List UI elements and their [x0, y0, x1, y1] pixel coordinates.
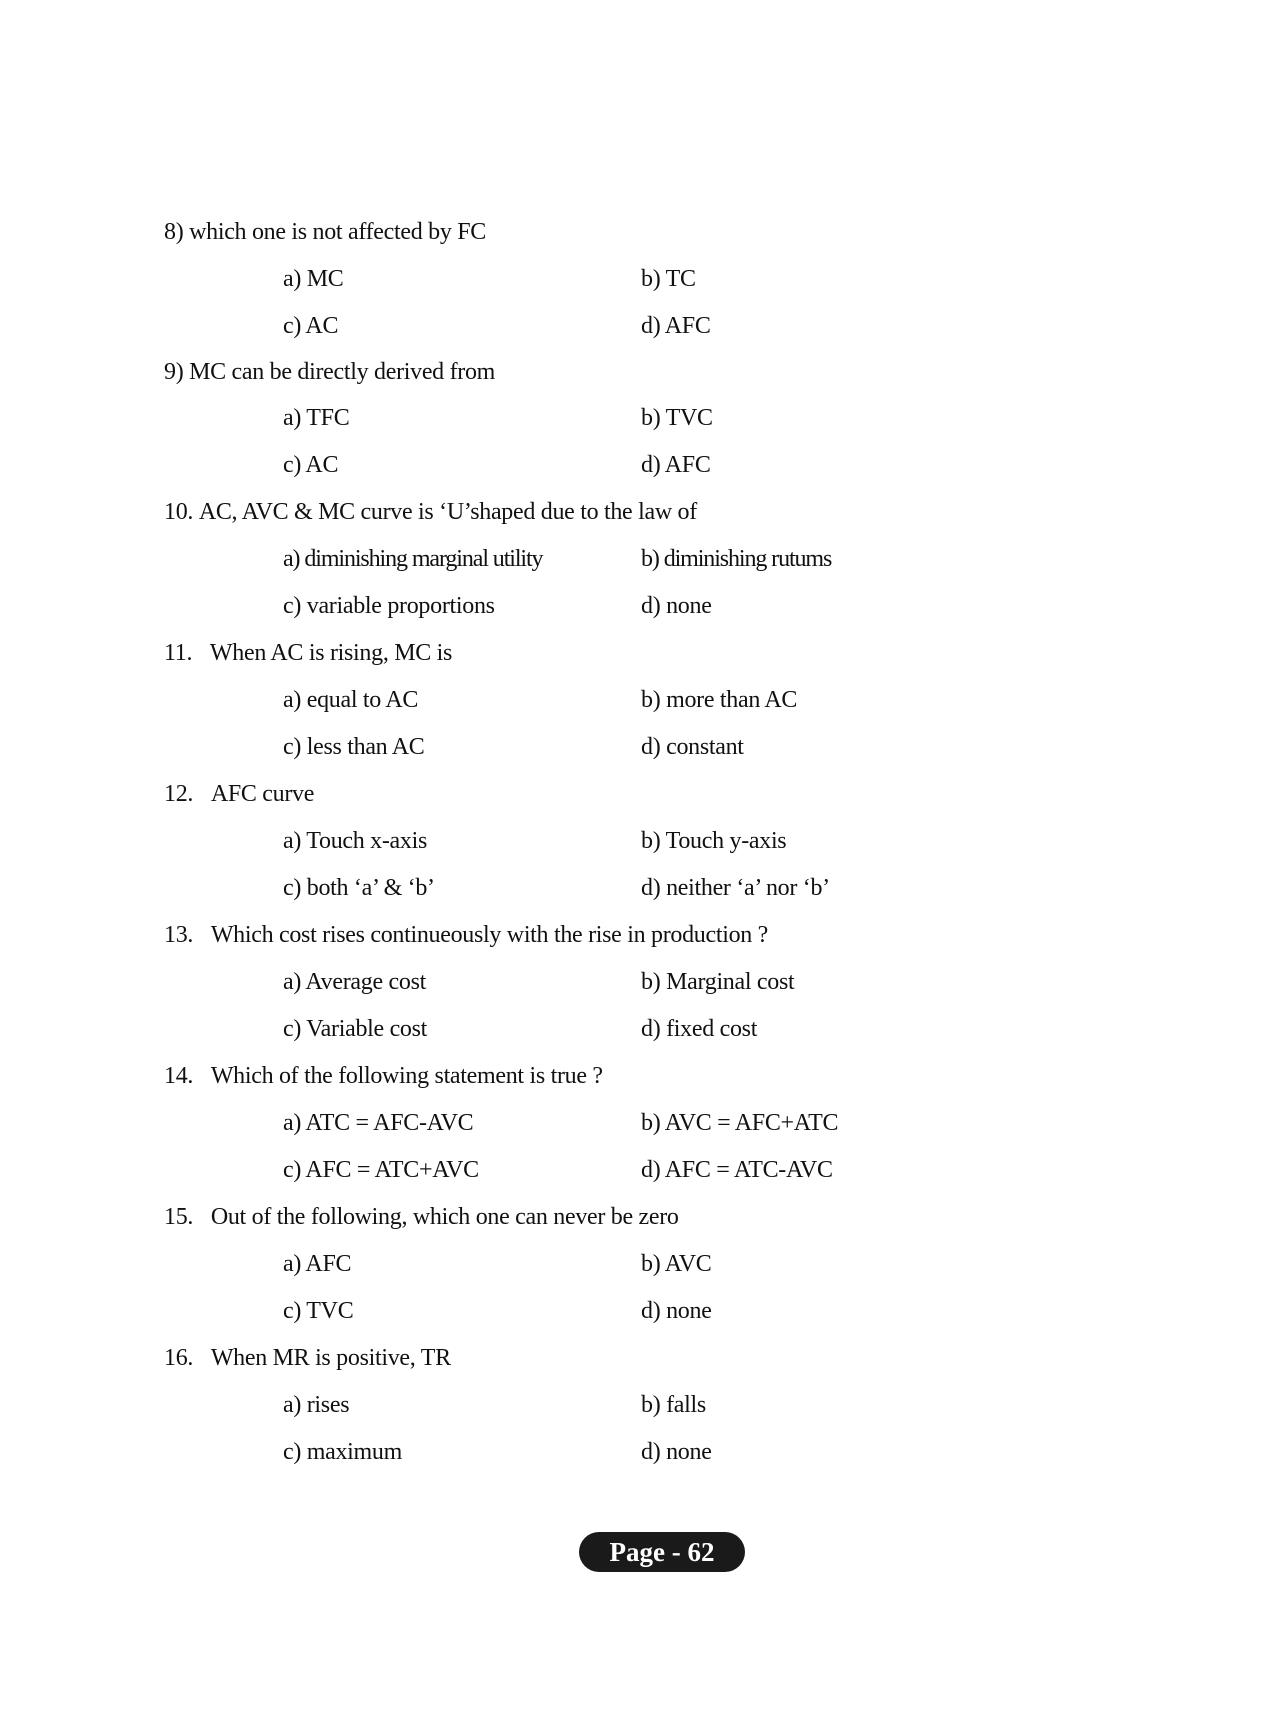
question-number: 10. — [164, 499, 194, 525]
option-a: a) equal to AC — [283, 687, 419, 713]
question-number: 8) — [164, 219, 184, 245]
option-d: d) AFC — [641, 452, 711, 478]
option-b: b) TVC — [641, 405, 713, 431]
option-c: c) Variable cost — [283, 1016, 428, 1042]
option-a: a) Average cost — [283, 969, 426, 995]
question-number: 9) — [164, 359, 184, 385]
option-b: b) falls — [641, 1392, 706, 1418]
option-b: b) AVC — [641, 1251, 712, 1277]
option-b: b) diminishing rutums — [641, 546, 832, 572]
question-15 — [164, 1202, 679, 1232]
option-a: a) rises — [283, 1392, 350, 1418]
option-d: d) none — [641, 593, 712, 619]
option-a: a) diminishing marginal utility — [283, 546, 543, 572]
question-text: When MR is positive, TR — [210, 1345, 451, 1371]
option-c: c) AFC = ATC+AVC — [283, 1157, 479, 1183]
option-d: d) constant — [641, 734, 744, 760]
option-a: a) TFC — [283, 405, 350, 431]
question-text: Which cost rises continueously with the rise in production ? — [210, 922, 769, 948]
option-c: c) TVC — [283, 1298, 354, 1324]
question-number: 11. — [164, 640, 193, 666]
question-9 — [164, 357, 495, 387]
question-number: 13. — [164, 922, 194, 948]
option-d: d) AFC — [641, 313, 711, 339]
option-b: b) Marginal cost — [641, 969, 795, 995]
option-d: d) AFC = ATC-AVC — [641, 1157, 833, 1183]
question-number: 15. — [164, 1204, 194, 1230]
question-number: 12. — [164, 781, 194, 807]
option-c: c) AC — [283, 313, 339, 339]
question-text: AFC curve — [210, 781, 315, 807]
option-c: c) variable proportions — [283, 593, 495, 619]
option-a: a) MC — [283, 266, 344, 292]
question-text: MC can be directly derived from — [189, 359, 496, 385]
option-a: a) ATC = AFC-AVC — [283, 1110, 474, 1136]
question-8 — [164, 217, 486, 247]
option-a: a) Touch x-axis — [283, 828, 428, 854]
question-16 — [164, 1343, 451, 1373]
question-text: which one is not affected by FC — [189, 219, 486, 245]
question-text: When AC is rising, MC is — [209, 640, 453, 666]
question-11 — [164, 638, 452, 668]
question-10 — [164, 497, 697, 527]
option-b: b) Touch y-axis — [641, 828, 787, 854]
option-d: d) none — [641, 1439, 712, 1465]
question-12 — [164, 779, 314, 809]
option-b: b) AVC = AFC+ATC — [641, 1110, 839, 1136]
option-d: d) none — [641, 1298, 712, 1324]
question-number: 16. — [164, 1345, 194, 1371]
question-13 — [164, 920, 768, 950]
option-c: c) maximum — [283, 1439, 402, 1465]
question-number: 14. — [164, 1063, 194, 1089]
question-text: Out of the following, which one can never be zero — [210, 1204, 679, 1230]
option-b: b) more than AC — [641, 687, 798, 713]
option-d: d) neither ‘a’ nor ‘b’ — [641, 875, 830, 901]
page-number-badge: Page - 62 — [579, 1532, 745, 1572]
question-14 — [164, 1061, 603, 1091]
option-c: c) both ‘a’ & ‘b’ — [283, 875, 435, 901]
option-b: b) TC — [641, 266, 696, 292]
question-text: Which of the following statement is true ? — [210, 1063, 603, 1089]
question-text: AC, AVC & MC curve is ‘U’shaped due to the law of — [198, 499, 697, 525]
option-a: a) AFC — [283, 1251, 352, 1277]
option-c: c) AC — [283, 452, 339, 478]
option-c: c) less than AC — [283, 734, 425, 760]
option-d: d) fixed cost — [641, 1016, 758, 1042]
